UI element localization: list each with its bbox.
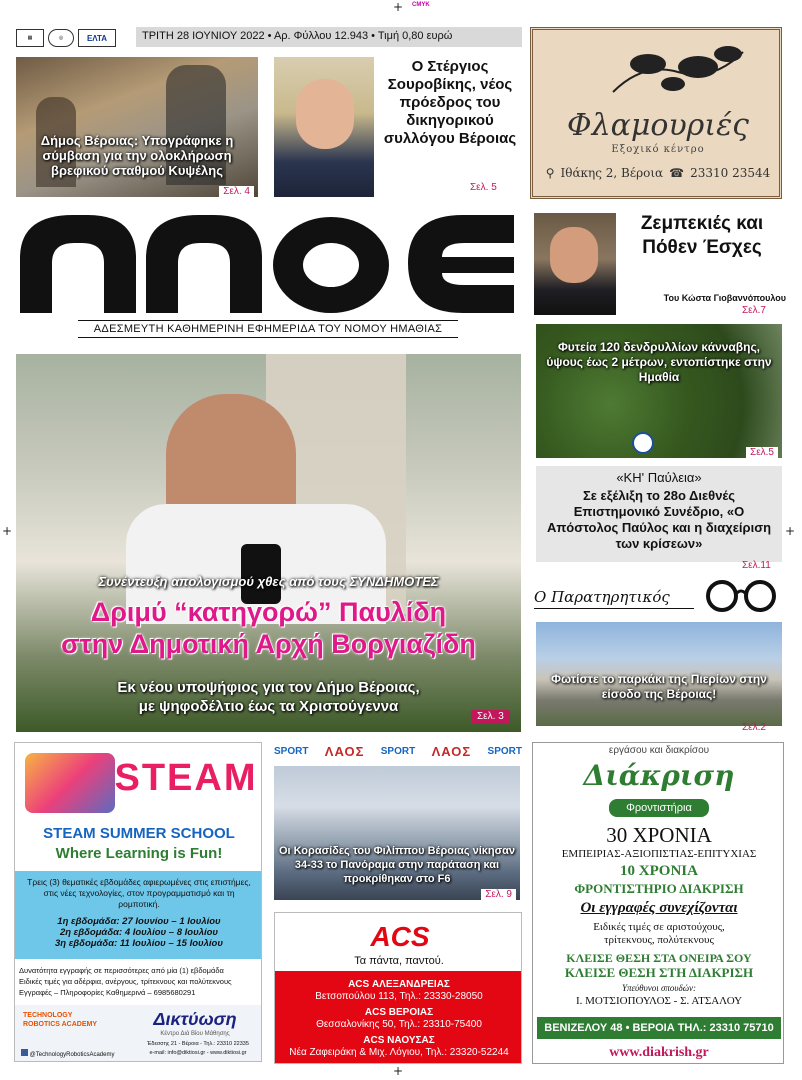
steam-brand-sub: Κέντρο Διά Βίου Μάθησης (160, 1031, 230, 1037)
face-shape (296, 79, 354, 149)
logo-seal: ▦ (16, 29, 44, 47)
flamouries-name: Φλαμουριές (567, 108, 749, 143)
diakrisi-line1: 10 ΧΡΟΝΙΑ (620, 863, 698, 879)
sport-page-ref[interactable]: Σελ. 9 (481, 889, 516, 900)
flamouries-address: Ιθάκης 2, Βέροια (560, 166, 664, 180)
paratiritikos-photo[interactable] (536, 622, 782, 726)
steam-week: 3η εβδομάδα: 11 Ιουλίου – 15 Ιουλίου (55, 938, 223, 949)
column-title[interactable]: Ζεμπεκιές και Πόθεν Έσχες (640, 213, 764, 258)
ad-flamouries[interactable] (530, 27, 782, 199)
facebook-icon (21, 1049, 28, 1056)
steam-facebook: @TechnologyRoboticsAcademy (21, 1049, 114, 1058)
paratiritikos-page-ref[interactable]: Σελ.2 (742, 722, 766, 733)
acs-branch-address: Νέα Ζαφειράκη & Μιχ. Λόγιου, Τηλ.: 23320-52244 (289, 1047, 509, 1058)
leaf-icon (603, 42, 753, 102)
steam-bullet: Δυνατότητα εγγραφής σε περισσότερες από μία (1) εβδομάδα (19, 966, 224, 975)
story1-photo[interactable] (16, 57, 258, 197)
diakrisi-line2: ΦΡΟΝΤΙΣΤΗΡΙΟ ΔΙΑΚΡΙΣΗ (574, 881, 744, 896)
diakrisi-values: ΕΜΠΕΙΡΙΑΣ-ΑΞΙΟΠΙΣΤΙΑΣ-ΕΠΙΤΥΧΙΑΣ (561, 848, 757, 860)
registration-mark: + (785, 524, 796, 538)
story4-page-ref[interactable]: Σελ.11 (742, 560, 771, 571)
sport-header: SPORT ΛΑΟΣ SPORT ΛΑΟΣ SPORT (274, 743, 522, 759)
diakrisi-address: ΒΕΝΙΖΕΛΟΥ 48 • ΒΕΡΟΙΑ ΤΗΛ.: 23310 75710 (537, 1017, 781, 1039)
steam-title: STEAM (114, 757, 258, 799)
registration-mark: + (393, 1064, 404, 1078)
acs-branch-address: Θεσσαλονίκης 50, Τηλ.: 23310-75400 (316, 1019, 482, 1030)
diakrisi-special: Ειδικές τιμές σε αριστούχους, τρίτεκνους, πολύτεκνους (593, 921, 725, 946)
column-author-photo (534, 213, 616, 315)
police-badge-icon (632, 432, 654, 454)
diakrisi-top: εργάσου και διακρίσου (608, 745, 710, 756)
steam-bullets (19, 965, 259, 998)
story4-box[interactable] (536, 466, 782, 562)
flamouries-phone: 23310 23544 (690, 166, 771, 180)
steam-illustration (25, 753, 115, 813)
steam-academy: TECHNOLOGY ROBOTICS ACADEMY (23, 1012, 98, 1028)
acs-branch-name: ACS ΑΛΕΞΑΝΔΡΕΙΑΣ (348, 979, 450, 990)
pin-icon: ⚲ (545, 166, 555, 180)
steam-brand: Δικτύωση (153, 1009, 237, 1029)
sponsor-logos (16, 27, 134, 49)
acs-branch-address: Βετσοπούλου 113, Τηλ.: 23330-28050 (315, 991, 483, 1002)
story4-headline: Σε εξέλιξη το 28ο Διεθνές Επιστημονικό Συνέδριο, «Ο Απόστολος Παύλος και η διαχείριση των κρίσεων» (546, 488, 772, 551)
steam-intro: Τρεις (3) θεματικές εβδομάδες αφιερωμένες στις επιστήμες, στις νέες τεχνολογίες, στον προγραμματισμό και τη ρομποτική. (27, 877, 251, 909)
main-story-sub-2: με ψηφοδέλτιο έως τα Χριστούγεννα (138, 698, 399, 715)
diakrisi-managers: Ι. ΜΟΤΣΙΟΠΟΥΛΟΣ - Σ. ΑΤΣΑΛΟΥ (575, 995, 743, 1007)
issue-info-bar: ΤΡΙΤΗ 28 ΙΟΥΝΙΟΥ 2022 • Αρ. Φύλλου 12.943 • Τιμή 0,80 ευρώ (136, 27, 522, 47)
registration-mark: + (2, 524, 13, 538)
diakrisi-years: 30 ΧΡΟΝΙΑ (606, 823, 712, 847)
story3-page-ref[interactable]: Σελ.5 (746, 447, 778, 458)
story2-page-ref[interactable]: Σελ. 5 (470, 182, 497, 193)
acs-slogan: Τα πάντα, παντού. (354, 955, 444, 967)
registration-mark: + (393, 0, 404, 14)
sport-photo[interactable] (274, 766, 520, 900)
main-story-headline-2: στην Δημοτική Αρχή Βοργιαζίδη (61, 629, 476, 659)
ad-diakrisi[interactable] (532, 742, 784, 1064)
ad-steam[interactable] (14, 742, 262, 1062)
steam-school: STEAM SUMMER SCHOOL (43, 825, 235, 842)
acs-logo: ACS (370, 921, 430, 952)
steam-week: 1η εβδομάδα: 27 Ιουνίου – 1 Ιουλίου (57, 916, 221, 927)
story1-page-ref[interactable]: Σελ. 4 (219, 186, 254, 197)
story4-kicker: «ΚΗ' Παύλεια» (616, 470, 702, 485)
diakrisi-slogan1: ΚΛΕΙΣΕ ΘΕΣΗ ΣΤΑ ΟΝΕΙΡΑ ΣΟΥ (566, 951, 752, 965)
diakrisi-brand-sub: Φροντιστήρια (609, 799, 709, 817)
diakrisi-registrations: Οι εγγραφές συνεχίζονται (580, 900, 738, 916)
phone-icon: ☎ (669, 166, 685, 180)
diakrisi-url[interactable]: www.diakrish.gr (609, 1045, 709, 1060)
main-story-sub-1: Εκ νέου υποψήφιος για τον Δήμο Βέροιας, (117, 679, 420, 696)
ad-acs[interactable] (274, 912, 522, 1064)
sport-caption: Οι Κορασίδες του Φιλίππου Βέροιας νίκησαν 34-33 το Πανόραμα στην παράταση και προκρίθηκαν στο F6 (278, 845, 516, 885)
masthead-logo (18, 213, 516, 313)
steam-email: e-mail: info@diktiosi.gr - www.diktiosi.gr (149, 1050, 247, 1056)
story2-headline[interactable]: Ο Στέργιος Σουροβίκης, νέος πρόεδρος του δικηγορικού συλλόγου Βέροιας (383, 58, 517, 147)
face-shape (550, 227, 598, 283)
main-story-headline-1: Δριμύ “κατηγορώ” Παυλίδη (90, 597, 447, 627)
glasses-icon (702, 578, 782, 614)
diakrisi-brand: Διάκριση (583, 759, 735, 792)
paratiritikos-caption: Φωτίστε το παρκάκι της Πιερίων στην είσοδο της Βέροιας! (551, 672, 767, 701)
steam-address: Έδεσσης 21 - Βέροια - Τηλ.: 23310 22335 (147, 1041, 249, 1047)
story3-photo[interactable] (536, 324, 782, 458)
acs-branch-name: ACS ΝΑΟΥΣΑΣ (363, 1035, 435, 1046)
column-author: Του Κώστα Γιοβαννόπουλου (663, 293, 786, 303)
logo-emblem: ◎ (48, 29, 74, 47)
steam-week: 2η εβδομάδα: 4 Ιουλίου – 8 Ιουλίου (59, 927, 219, 938)
steam-footer (15, 1005, 262, 1062)
steam-info-box (15, 871, 262, 959)
steam-tagline: Where Learning is Fun! (55, 845, 223, 862)
steam-bullet: Εγγραφές – Πληροφορίες Καθημερινά – 6985680291 (19, 988, 196, 997)
masthead-subtitle: ΑΔΕΣΜΕΥΤΗ ΚΑΘΗΜΕΡΙΝΗ ΕΦΗΜΕΡΙΔΑ ΤΟΥ ΝΟΜΟΥ ΗΜΑΘΙΑΣ (78, 320, 458, 338)
story3-caption: Φυτεία 120 δενδρυλλίων κάνναβης, ύψους έως 2 μέτρων, εντοπίστηκε στην Ημαθία (546, 340, 772, 384)
story1-caption: Δήμος Βέροιας: Υπογράφηκε η σύμβαση για την ολοκλήρωση βρεφικού σταθμού Κυψέλης (40, 133, 234, 178)
story2-portrait[interactable] (274, 57, 374, 197)
diakrisi-slogan2: ΚΛΕΙΣΕ ΘΕΣΗ ΣΤΗ ΔΙΑΚΡΙΣΗ (564, 965, 754, 980)
main-story-page-ref[interactable]: Σελ. 3 (471, 710, 510, 723)
acs-branch-name: ACS ΒΕΡΟΙΑΣ (364, 1007, 434, 1018)
steam-bullet: Ειδικές τιμές για αδέρφια, ανέργους, τρίτεκνους και πολύτεκνους (19, 977, 232, 986)
flamouries-subtitle: Εξοχικό κέντρο (611, 144, 705, 155)
elta-logo: ΕΛΤΑ (78, 29, 116, 47)
main-story-photo[interactable] (16, 354, 521, 732)
cmyk-mark: CMYK (412, 2, 430, 8)
main-story-kicker: Συνέντευξη απολογισμού χθες από τους ΣΥΝΔΗΜΟΤΕΣ (98, 574, 439, 589)
diakrisi-managers-label: Υπεύθυνοι σπουδών: (621, 983, 697, 993)
paratiritikos-title[interactable]: Ο Παρατηρητικός (534, 588, 694, 609)
column-page-ref[interactable]: Σελ.7 (742, 305, 766, 316)
acs-branches (275, 971, 522, 1064)
